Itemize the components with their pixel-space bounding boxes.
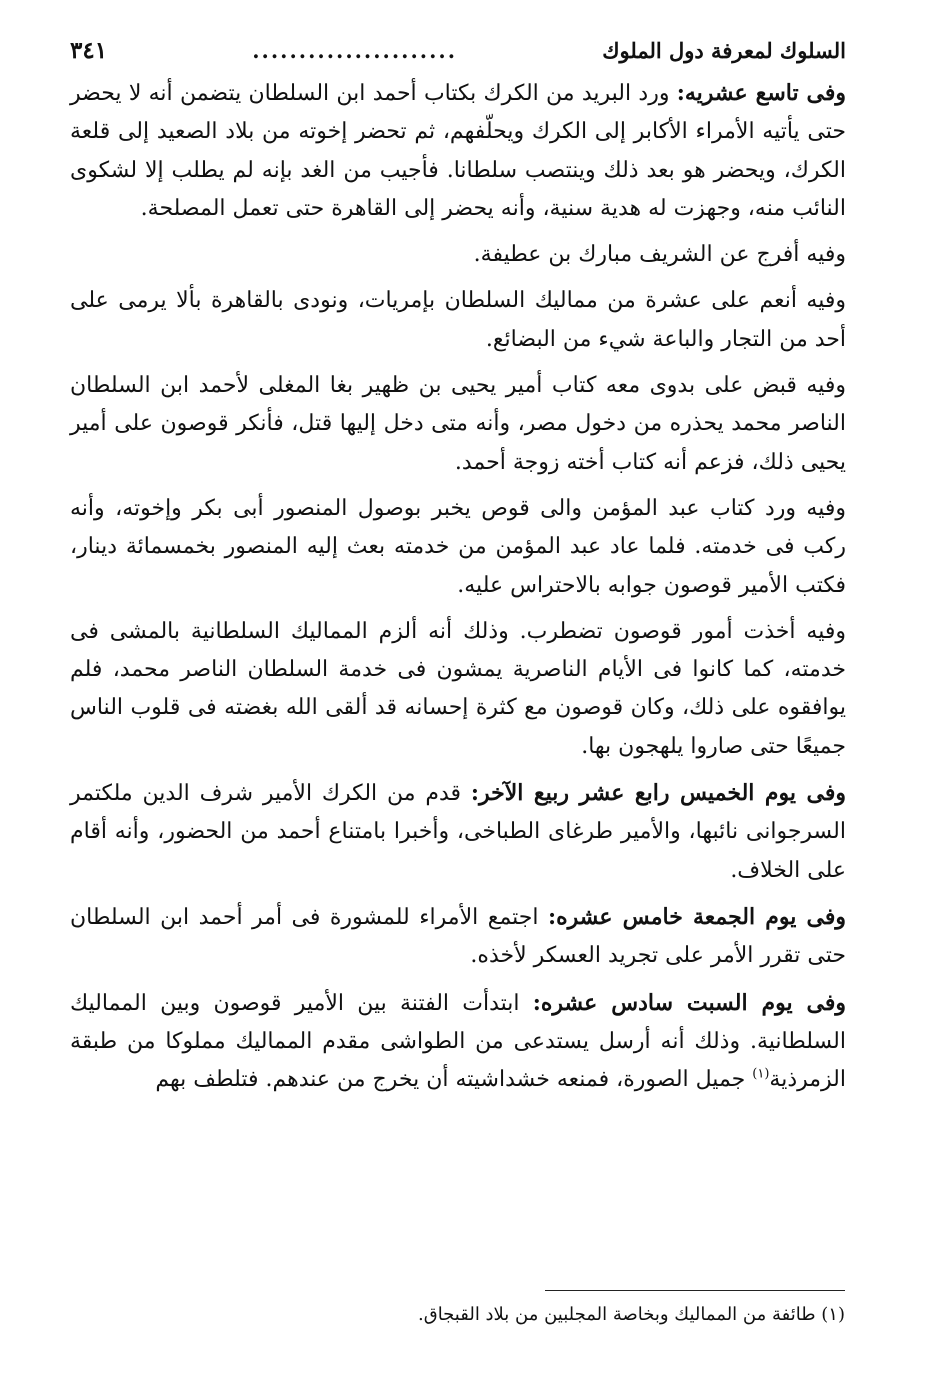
paragraph-text: وفيه أفرج عن الشريف مبارك بن عطيفة.: [473, 242, 846, 268]
paragraph-lead: وفى يوم الخميس رابع عشر ربيع الآخر:: [470, 780, 846, 807]
paragraph-text: ابتدأت الفتنة بين الأمير قوصون وبين المماليك السلطانية. وذلك أنه أرسل يستدعى من الطواشى مقدم المماليك مملوكا من طبقة الزمرذية: [70, 990, 846, 1093]
paragraph-1: [70, 74, 846, 228]
leader-dots: ......................: [252, 38, 458, 63]
paragraph-lead: وفى يوم السبت سادس عشره:: [532, 989, 847, 1016]
paragraph-text: وفيه أنعم على عشرة من مماليك السلطان بإمريات، ونودى بالقاهرة بألا يرمى على أحد من التجار والباعة شيء من البضائع.: [70, 288, 846, 352]
paragraph-9: [70, 984, 846, 1100]
paragraph-text: وفيه ورد كتاب عبد المؤمن والى قوص يخبر بوصول المنصور أبى بكر وإخوته، وأنه ركب فى خدمته. فلما عاد عبد المؤمن من خدمته بعث إليه المنصور بخمسمائة دينار، فكتب الأمير قوصون جوابه بالاحتراس عليه.: [70, 495, 846, 598]
paragraph-7: [70, 774, 846, 890]
paragraph-text: قدم من الكرك الأمير شرف الدين ملكتمر السرجوانى نائبها، والأمير طرغاى الطباخى، وأخبرا بامتناع أحمد من الحضور، وأنه أقام على الخلاف.: [70, 781, 846, 883]
paragraph-text: وفيه قبض على بدوى معه كتاب أمير يحيى بن ظهير بغا المغلى لأحمد ابن السلطان الناصر محمد يحذره من دخول مصر، وأنه متى دخل إليها قتل، فأنكر قوصون على أمير يحيى ذلك، فزعم أنه كتاب أخته زوجة أحمد.: [70, 373, 846, 475]
paragraph-lead: وفى تاسع عشريه:: [676, 80, 846, 106]
paragraph-2: [70, 236, 846, 274]
footnote: (١) طائفة من المماليك وبخاصة المجلبين من بلاد القبجاق.: [418, 1304, 845, 1325]
page-number: ٣٤١: [70, 37, 108, 64]
paragraph-text: اجتمع الأمراء للمشورة فى أمر أحمد ابن السلطان حتى تقرر الأمر على تجريد العسكر لأخذه.: [70, 904, 846, 969]
footnote-rule: [545, 1290, 845, 1291]
paragraph-8: [70, 898, 846, 976]
footnote-mark[interactable]: (١): [752, 1066, 770, 1082]
book-title: السلوك لمعرفة دول الملوك: [602, 38, 846, 63]
paragraph-text-after: جميل الصورة، فمنعه خشداشيته أن يخرج من عندهم. فتلطف بهم: [155, 1067, 753, 1093]
paragraph-text: وفيه أخذت أمور قوصون تضطرب. وذلك أنه ألزم المماليك السلطانية بالمشى فى خدمته، كما كانوا فى الأيام الناصرية يمشون فى خدمة السلطان الناصر محمد، فلم يوافقوه على ذلك، وكان قوصون مع كثرة إحسانه قد ألقى الله بغضته فى قلوب الناس جميعًا حتى صاروا يلهجون بها.: [70, 618, 846, 759]
paragraph-text: ورد البريد من الكرك بكتاب أحمد ابن السلطان يتضمن أنه لا يحضر حتى يأتيه الأمراء الأكابر إلى الكرك ويحلّفهم، ثم تحضر إخوته من بلاد الصعيد إلى قلعة الكرك، ويحضر هو بعد ذلك وينتصب سلطانا. فأجيب من الغد بإنه لم يطلب إلا لشكوى النائب منه، وجهزت له هدية سنية، وأنه يحضر إلى القاهرة حتى تعمل المصلحة.: [70, 81, 846, 221]
paragraph-5: [70, 490, 846, 605]
paragraph-lead: وفى يوم الجمعة خامس عشره:: [548, 903, 846, 930]
paragraph-3: [70, 282, 846, 359]
paragraph-4: [70, 367, 846, 482]
paragraph-6: [70, 613, 846, 766]
running-head: [70, 34, 846, 74]
page: [70, 34, 846, 1107]
